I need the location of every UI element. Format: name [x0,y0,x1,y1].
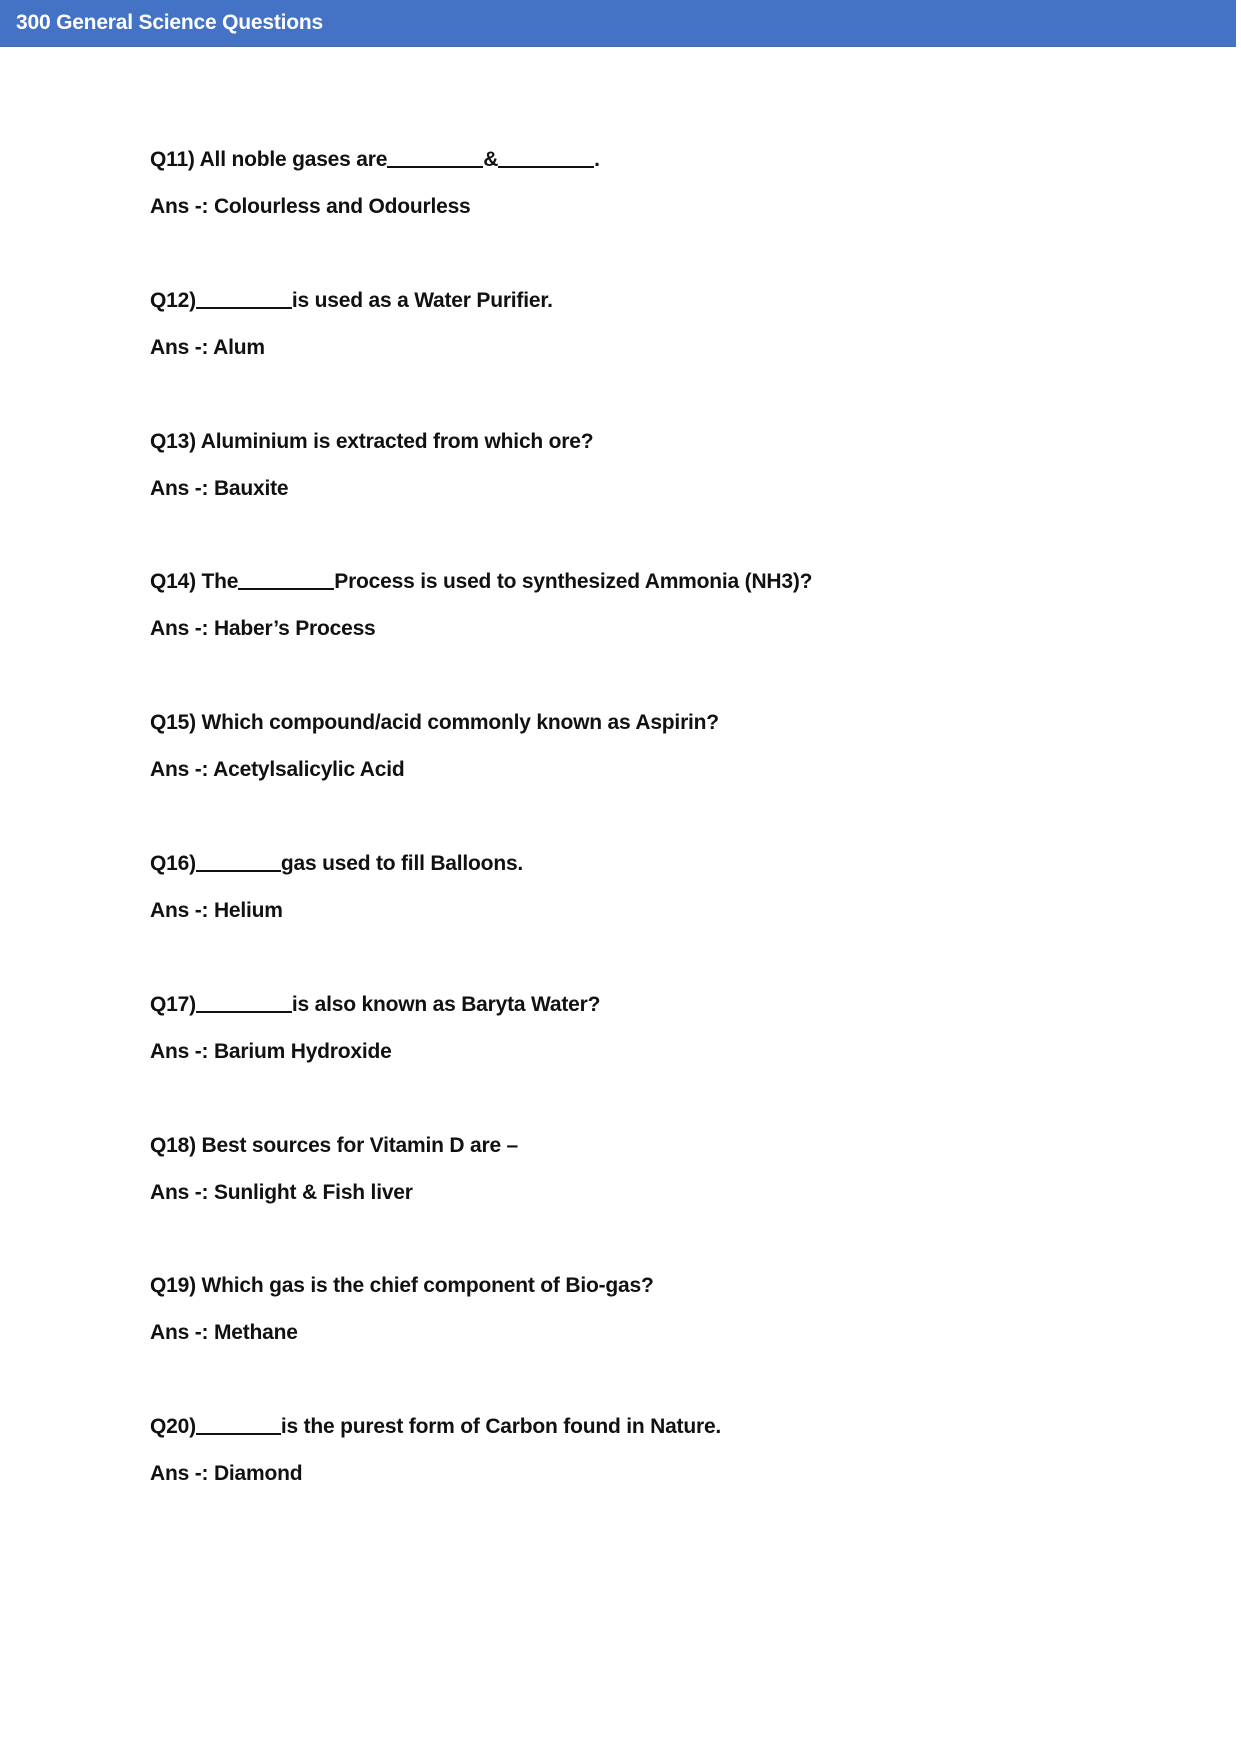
question-number: Q18) [150,1133,196,1157]
question-item-15 [150,711,1150,852]
question-item-12 [150,289,1150,430]
question-number: Q11) [150,148,195,171]
question-item-11 [150,148,1150,289]
question-part: is used as a Water Purifier. [291,288,553,312]
question-text [150,570,812,594]
answer-text [150,477,288,501]
question-part: Which gas is the chief component of Bio-gas? [195,1274,654,1298]
question-part: All noble gases are [194,148,388,171]
answer-text [150,1321,298,1345]
answer-value: Helium [213,898,283,922]
answer-value: Diamond [213,1462,303,1486]
document-title: 300 General Science Questions [16,11,324,34]
question-number: Q19) [150,1274,196,1298]
answer-label: Ans -: [150,1462,209,1486]
fill-in-blank [196,1415,281,1435]
question-item-16 [150,852,1150,993]
answer-label: Ans -: [150,898,209,922]
answer-label: Ans -: [150,195,209,218]
question-number: Q16) [150,851,196,875]
question-part: gas used to fill Balloons. [280,851,524,875]
answer-value: Sunlight & Fish liver [213,1180,413,1204]
question-item-19 [150,1274,1150,1415]
question-item-18 [150,1134,1150,1275]
question-text [150,852,523,876]
question-text [150,1415,721,1439]
fill-in-blank [498,148,594,168]
question-part: Process is used to synthesized Ammonia (NH3)? [334,570,813,594]
question-number: Q20) [150,1415,196,1439]
answer-value: Alum [213,335,265,359]
fill-in-blank [387,148,483,168]
question-item-14 [150,570,1150,711]
answer-text [150,617,376,641]
question-text [150,148,600,172]
question-part: is also known as Baryta Water? [291,992,601,1016]
question-text [150,1134,518,1158]
answer-value: Acetylsalicylic Acid [213,758,405,782]
answer-label: Ans -: [150,1321,209,1345]
document-header-bar [0,0,1236,47]
question-part: . [594,148,600,171]
question-item-13 [150,430,1150,571]
question-number: Q17) [150,992,196,1016]
answer-label: Ans -: [150,758,209,782]
fill-in-blank [196,852,281,872]
question-part: Which compound/acid commonly known as Aspirin? [195,711,719,735]
question-text [150,430,593,454]
question-number: Q13) [150,429,196,453]
question-number: Q14) [150,570,196,594]
question-text [150,711,719,735]
answer-label: Ans -: [150,335,209,359]
question-part: is the purest form of Carbon found in Nature. [280,1415,722,1439]
answer-value: Colourless and Odourless [213,195,471,218]
question-list [150,148,1150,1556]
question-part: & [483,148,499,171]
answer-value: Methane [213,1321,298,1345]
answer-text [150,899,283,923]
question-part: Best sources for Vitamin D are – [195,1133,519,1157]
fill-in-blank [196,993,292,1013]
answer-text [150,195,471,219]
answer-value: Barium Hydroxide [213,1039,392,1063]
fill-in-blank [238,570,334,590]
question-item-20 [150,1415,1150,1556]
answer-label: Ans -: [150,1180,209,1204]
answer-text [150,758,404,782]
answer-text [150,1462,302,1486]
answer-text [150,336,265,360]
question-item-17 [150,993,1150,1134]
question-number: Q12) [150,288,196,312]
question-part: The [195,570,239,594]
answer-value: Haber’s Process [213,617,376,641]
question-text [150,993,600,1017]
answer-text [150,1040,392,1064]
question-text [150,1274,654,1298]
answer-value: Bauxite [213,476,289,500]
answer-label: Ans -: [150,617,209,641]
question-text [150,289,553,313]
fill-in-blank [196,289,292,309]
answer-label: Ans -: [150,1039,209,1063]
answer-text [150,1181,413,1205]
question-number: Q15) [150,711,196,735]
answer-label: Ans -: [150,476,209,500]
question-part: Aluminium is extracted from which ore? [195,429,594,453]
